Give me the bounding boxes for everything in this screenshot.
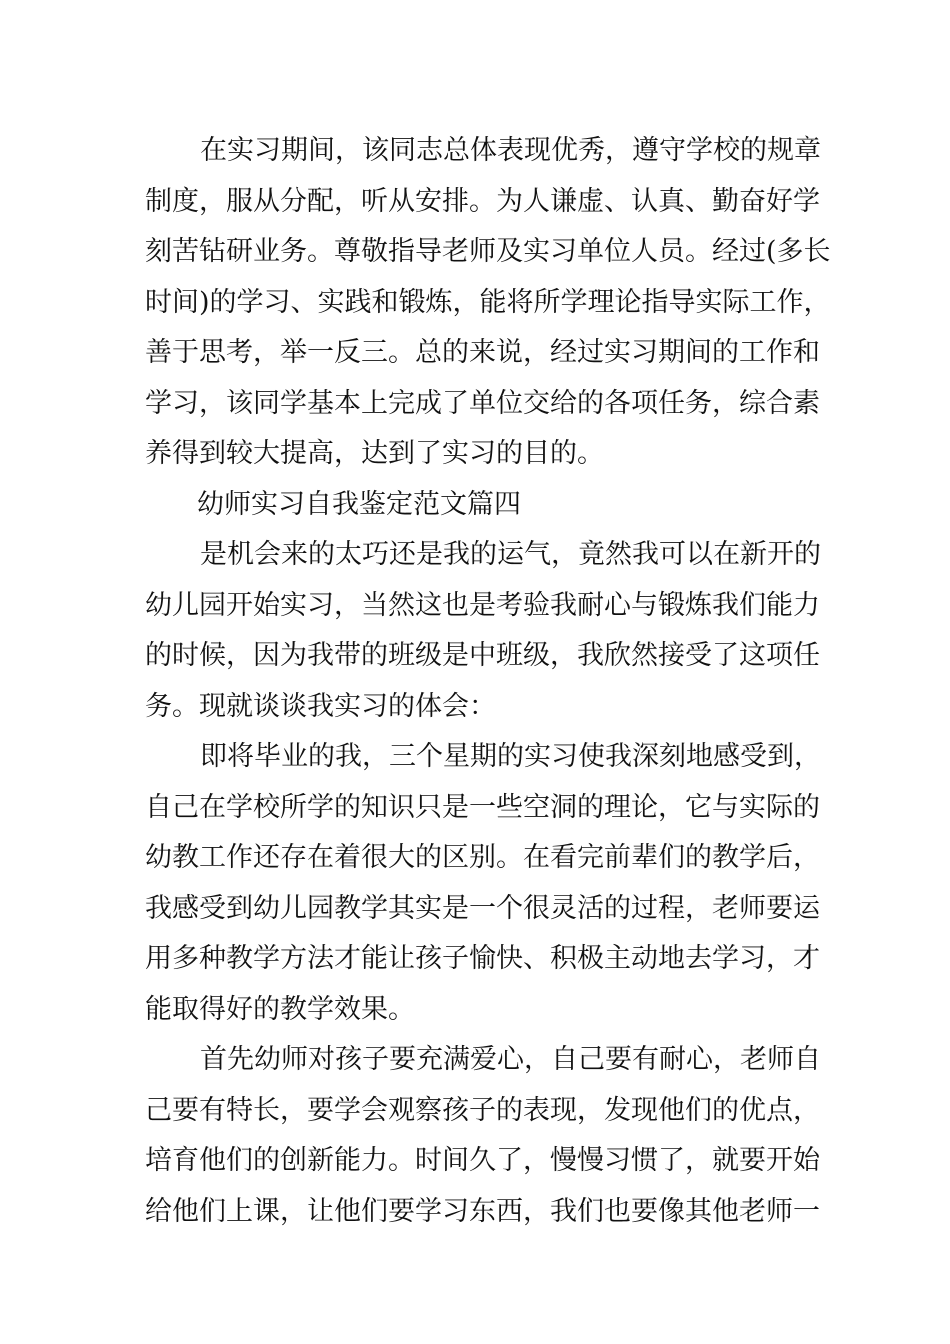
paragraph-4 <box>145 1035 821 1237</box>
text-line: 幼儿园开始实习，当然这也是考验我耐心与锻炼我们能力 <box>145 589 820 621</box>
paragraph-2 <box>145 530 821 732</box>
text-line: 善于思考，举一反三。总的来说，经过实习期间的工作和 <box>145 337 820 368</box>
text-line: 刻苦钻研业务。尊敬指导老师及实习单位人员。经过(多长 <box>145 236 831 267</box>
text-line: 的时候，因为我带的班级是中班级，我欣然接受了这项任 <box>145 640 820 671</box>
text-line: 我感受到幼儿园教学其实是一个很灵活的过程，老师要运 <box>145 892 820 924</box>
text-line: 培育他们的创新能力。时间久了，慢慢习惯了，就要开始 <box>145 1145 820 1176</box>
text-line: 能取得好的教学效果。 <box>145 993 415 1025</box>
text-line: 制度，服从分配，听从安排。为人谦虚、认真、勤奋好学 <box>145 185 820 217</box>
text-line: 自己在学校所学的知识只是一些空洞的理论，它与实际的 <box>145 791 820 823</box>
text-line: 务。现就谈谈我实习的体会： <box>145 690 496 722</box>
text-line: 首先幼师对孩子要充满爱心，自己要有耐心，老师自 <box>200 1044 821 1075</box>
heading-text: 幼师实习自我鉴定范文篇四 <box>197 488 521 520</box>
text-line: 己要有特长，要学会观察孩子的表现，发现他们的优点， <box>145 1094 820 1126</box>
text-line: 学习，该同学基本上完成了单位交给的各项任务，综合素 <box>145 387 820 419</box>
text-line: 给他们上课，让他们要学习东西，我们也要像其他老师一 <box>145 1195 820 1227</box>
text-line: 是机会来的太巧还是我的运气，竟然我可以在新开的 <box>200 539 821 570</box>
text-line: 幼教工作还存在着很大的区别。在看完前辈们的教学后， <box>145 842 820 873</box>
text-line: 在实习期间，该同志总体表现优秀，遵守学校的规章 <box>200 135 821 166</box>
paragraph-3 <box>145 732 821 1035</box>
text-line: 养得到较大提高，达到了实习的目的。 <box>145 438 604 469</box>
paragraph-1 <box>145 126 831 480</box>
text-line: 用多种教学方法才能让孩子愉快、积极主动地去学习，才 <box>145 943 820 974</box>
section-heading <box>145 480 807 531</box>
text-line: 时间)的学习、实践和锻炼，能将所学理论指导实际工作， <box>145 286 831 318</box>
document-body <box>145 126 831 1237</box>
text-line: 即将毕业的我，三个星期的实习使我深刻地感受到， <box>200 741 821 772</box>
